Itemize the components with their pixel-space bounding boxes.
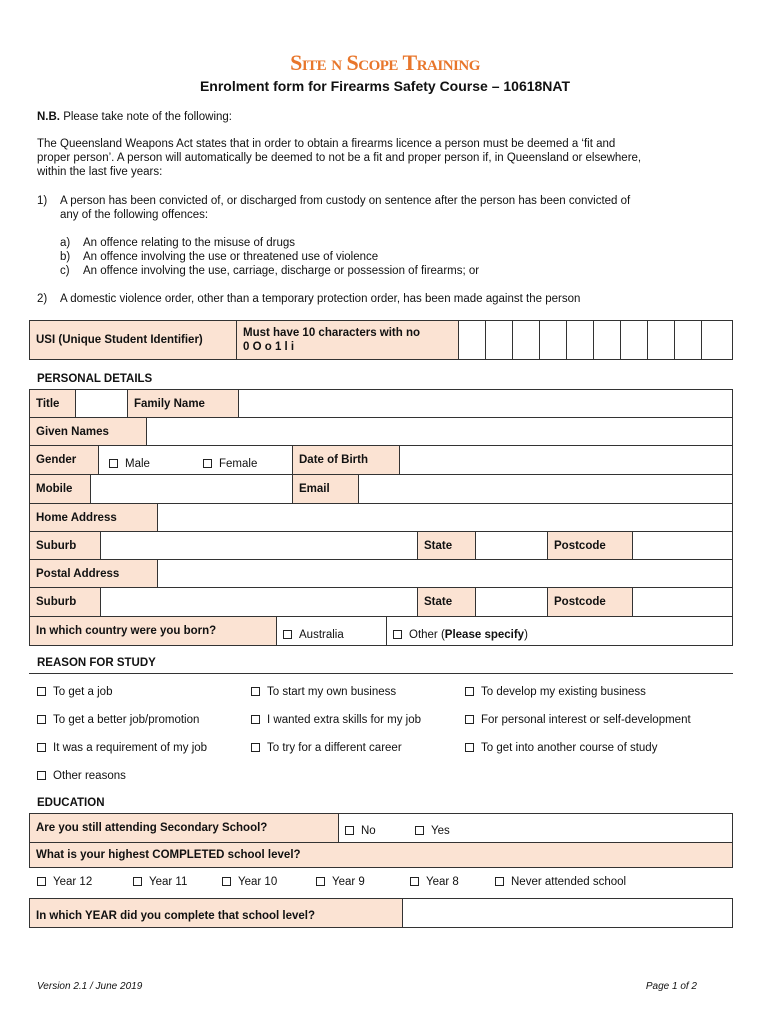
reason-option[interactable] — [251, 714, 421, 726]
checkbox[interactable] — [251, 715, 260, 724]
secondary-school-question: Are you still attending Secondary School? — [30, 814, 339, 842]
usi-note — [237, 321, 459, 359]
checkbox[interactable] — [410, 877, 419, 886]
postal-address-field[interactable] — [158, 560, 732, 587]
postal-suburb-label: Suburb — [30, 588, 101, 616]
usi-char-box-6[interactable] — [594, 321, 621, 359]
version-label: Version 2.1 / June 2019 — [37, 981, 143, 992]
postal-suburb-field[interactable] — [101, 588, 418, 616]
checkbox[interactable] — [37, 715, 46, 724]
given-names-label: Given Names — [30, 418, 147, 445]
reason-label: To start my own business — [267, 686, 397, 698]
usi-char-box-8[interactable] — [648, 321, 675, 359]
australia-option[interactable] — [283, 629, 344, 641]
suburb-field[interactable] — [101, 532, 418, 559]
reason-options — [29, 673, 733, 791]
usi-char-box-9[interactable] — [675, 321, 702, 359]
reason-label: To develop my existing business — [481, 686, 646, 698]
secondary-yes-option[interactable] — [415, 825, 450, 837]
sub-c-text: An offence involving the use, carriage, discharge or possession of firearms; or — [83, 265, 480, 277]
nb-text: Please take note of the following: — [63, 111, 232, 123]
sub-a-text: An offence relating to the misuse of drugs — [83, 237, 296, 249]
usi-note-line-1: Must have 10 characters with no — [243, 327, 421, 339]
australia-label: Australia — [299, 629, 344, 641]
postal-address-row — [29, 560, 733, 588]
reason-label: To get into another course of study — [481, 742, 658, 754]
education-heading: EDUCATION — [37, 797, 105, 809]
completion-year-field[interactable] — [403, 899, 732, 927]
title-label: Title — [30, 390, 76, 417]
completion-year-row — [29, 898, 733, 928]
completion-year-question: In which YEAR did you complete that school level? — [30, 899, 403, 927]
state-label: State — [418, 532, 476, 559]
personal-details-heading: PERSONAL DETAILS — [37, 373, 153, 385]
level-label: Year 12 — [53, 876, 93, 888]
intro-line-1: The Queensland Weapons Act states that in order to obtain a firearms licence a person must be deemed a ‘fit and — [37, 138, 616, 150]
checkbox[interactable] — [251, 743, 260, 752]
title-field[interactable] — [76, 390, 128, 417]
checkbox[interactable] — [222, 877, 231, 886]
usi-note-line-2: 0 O o 1 l i — [243, 341, 295, 353]
no-checkbox[interactable] — [345, 826, 354, 835]
postal-postcode-label: Postcode — [548, 588, 633, 616]
mobile-field[interactable] — [91, 475, 293, 503]
other-label-post: ) — [524, 629, 528, 641]
reason-label: To get a better job/promotion — [53, 714, 200, 726]
checkbox[interactable] — [465, 687, 474, 696]
checkbox[interactable] — [133, 877, 142, 886]
level-label: Year 9 — [332, 876, 365, 888]
postcode-field[interactable] — [633, 532, 732, 559]
other-country-option[interactable] — [393, 629, 528, 641]
level-label: Year 11 — [149, 876, 188, 888]
reason-option[interactable] — [37, 686, 112, 698]
checkbox[interactable] — [465, 715, 474, 724]
reason-label: To get a job — [53, 686, 113, 698]
female-label: Female — [219, 458, 258, 470]
secondary-school-options — [339, 814, 732, 842]
usi-row — [29, 320, 733, 360]
family-name-label: Family Name — [128, 390, 239, 417]
checkbox[interactable] — [495, 877, 504, 886]
level-option[interactable] — [37, 876, 92, 888]
home-address-row — [29, 504, 733, 532]
reason-option[interactable] — [465, 714, 691, 726]
item-1-line-2: any of the following offences: — [60, 209, 209, 221]
home-address-field[interactable] — [158, 504, 732, 531]
gender-label: Gender — [30, 446, 99, 474]
reason-option[interactable] — [251, 686, 396, 698]
other-label-pre: Other ( — [409, 629, 445, 641]
given-names-field[interactable] — [147, 418, 732, 445]
yes-label: Yes — [431, 825, 450, 837]
suburb-row — [29, 532, 733, 560]
email-field[interactable] — [359, 475, 732, 503]
other-country-checkbox[interactable] — [393, 630, 402, 639]
usi-label: USI (Unique Student Identifier) — [30, 321, 237, 359]
other-label-bold: Please specify — [444, 629, 525, 641]
usi-char-box-4[interactable] — [540, 321, 567, 359]
checkbox[interactable] — [251, 687, 260, 696]
item-1-number: 1) — [37, 195, 48, 207]
male-checkbox[interactable] — [109, 459, 118, 468]
item-2-text: A domestic violence order, other than a temporary protection order, has been made against the person — [60, 293, 581, 305]
state-field[interactable] — [476, 532, 548, 559]
secondary-no-option[interactable] — [345, 825, 376, 837]
checkbox[interactable] — [316, 877, 325, 886]
item-1-line-1: A person has been convicted of, or discharged from custody on sentence after the person has been convicted of — [60, 195, 631, 207]
reason-option[interactable] — [465, 742, 657, 754]
no-label: No — [361, 825, 376, 837]
country-australia-cell — [277, 617, 387, 645]
highest-level-question: What is your highest COMPLETED school level? — [30, 843, 732, 867]
usi-char-box-1[interactable] — [459, 321, 486, 359]
usi-char-box-10[interactable] — [702, 321, 732, 359]
reason-heading: REASON FOR STUDY — [37, 657, 156, 669]
reason-label: I wanted extra skills for my job — [267, 714, 422, 726]
intro-line-2: proper person’. A person will automatically be deemed to not be a fit and proper person if, in Queensland or elsewhere, — [37, 152, 642, 164]
level-option[interactable] — [410, 876, 459, 888]
reason-option[interactable] — [37, 714, 199, 726]
reason-label: For personal interest or self-development — [481, 714, 691, 726]
reason-label: To try for a different career — [267, 742, 402, 754]
gender-options — [99, 446, 293, 474]
title-row — [29, 389, 733, 418]
checkbox[interactable] — [37, 743, 46, 752]
sub-b-text: An offence involving the use or threatened use of violence — [83, 251, 379, 263]
reason-label: It was a requirement of my job — [53, 742, 208, 754]
secondary-school-row — [29, 813, 733, 843]
postcode-label: Postcode — [548, 532, 633, 559]
male-label: Male — [125, 458, 150, 470]
postal-state-field[interactable] — [476, 588, 548, 616]
checkbox[interactable] — [37, 877, 46, 886]
home-address-label: Home Address — [30, 504, 158, 531]
female-checkbox[interactable] — [203, 459, 212, 468]
sub-b-letter: b) — [60, 251, 71, 263]
usi-char-box-5[interactable] — [567, 321, 594, 359]
level-option[interactable] — [222, 876, 277, 888]
school-level-options — [29, 868, 733, 898]
mobile-label: Mobile — [30, 475, 91, 503]
page-number: Page 1 of 2 — [645, 981, 697, 992]
level-option[interactable] — [133, 876, 187, 888]
dob-field[interactable] — [400, 446, 732, 474]
yes-checkbox[interactable] — [415, 826, 424, 835]
country-other-cell — [387, 617, 732, 645]
gender-male-option[interactable] — [109, 458, 150, 470]
gender-female-option[interactable] — [203, 458, 257, 470]
reason-option[interactable] — [37, 770, 126, 782]
dob-label: Date of Birth — [293, 446, 400, 474]
postal-state-label: State — [418, 588, 476, 616]
reason-option[interactable] — [465, 686, 646, 698]
nb-line — [37, 110, 232, 124]
usi-char-box-3[interactable] — [513, 321, 540, 359]
sub-a-letter: a) — [60, 237, 71, 249]
reason-option[interactable] — [251, 742, 402, 754]
highest-level-row — [29, 843, 733, 868]
postal-address-label: Postal Address — [30, 560, 158, 587]
usi-char-box-2[interactable] — [486, 321, 513, 359]
form-title: Enrolment form for Firearms Safety Course – 10618NAT — [199, 78, 571, 94]
level-option[interactable] — [495, 876, 626, 888]
item-2-number: 2) — [37, 293, 48, 305]
checkbox[interactable] — [37, 687, 46, 696]
level-label: Year 8 — [426, 876, 459, 888]
australia-checkbox[interactable] — [283, 630, 292, 639]
reason-label: Other reasons — [53, 770, 126, 782]
country-row — [29, 617, 733, 646]
reason-option[interactable] — [37, 742, 207, 754]
level-option[interactable] — [316, 876, 365, 888]
usi-char-box-7[interactable] — [621, 321, 648, 359]
family-name-field[interactable] — [239, 390, 732, 417]
country-question: In which country were you born? — [30, 617, 277, 645]
mobile-row — [29, 475, 733, 504]
email-label: Email — [293, 475, 359, 503]
sub-c-letter: c) — [60, 265, 70, 277]
given-names-row — [29, 418, 733, 446]
level-label: Year 10 — [238, 876, 278, 888]
postal-postcode-field[interactable] — [633, 588, 732, 616]
postal-suburb-row — [29, 588, 733, 617]
nb-label: N.B. — [37, 111, 60, 123]
suburb-label: Suburb — [30, 532, 101, 559]
gender-row — [29, 446, 733, 475]
level-label: Never attended school — [511, 876, 627, 888]
checkbox[interactable] — [465, 743, 474, 752]
company-logo: Site n Scope Training — [290, 50, 480, 75]
intro-line-3: within the last five years: — [37, 166, 163, 178]
checkbox[interactable] — [37, 771, 46, 780]
